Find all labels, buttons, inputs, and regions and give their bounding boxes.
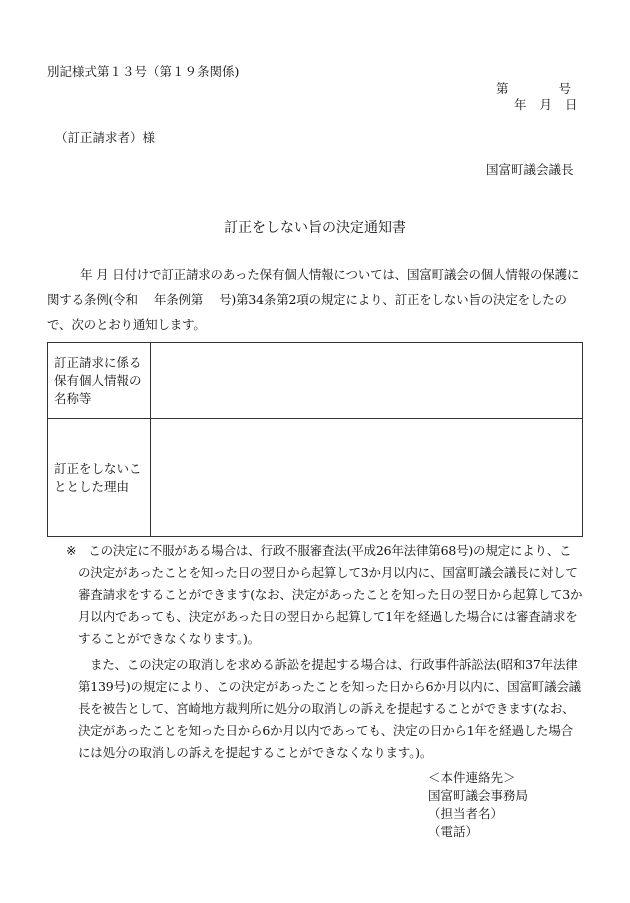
reason-label: 訂正をしないこととした理由 xyxy=(48,419,151,537)
number-prefix: 第 xyxy=(496,81,509,96)
note-mark: ※ xyxy=(66,543,77,558)
contact-block xyxy=(428,769,528,841)
document-date: 年 月 日 xyxy=(514,97,578,112)
addressee: （訂正請求者）様 xyxy=(55,130,156,145)
table-row xyxy=(48,343,583,419)
info-name-value xyxy=(151,343,583,419)
note-appeal xyxy=(66,540,583,650)
contact-office: 国富町議会事務局 xyxy=(428,788,529,803)
body-paragraph: 年 月 日付けで訂正請求のあった保有個人情報については、国富町議会の個人情報の保護に関する条例(令和 年条例第 号)第34条第2項の規定により、訂正をしない旨の決定をしたので、次のとおり通知します。 xyxy=(47,267,580,332)
notes xyxy=(66,540,583,764)
table-row xyxy=(48,419,583,537)
issuer: 国富町議会議長 xyxy=(486,162,574,177)
note-lawsuit: また、この決定の取消しを求める訴訟を提起する場合は、行政事件訴訟法(昭和37年法律第139号)の規定により、この決定があったことを知った日から6か月以内に、国富町議会議長を被告として、宮崎地方裁判所に処分の取消しの訴えを提起することができます(なお、決定があったことを知った日から6か月以内であっても、決定の日から1年を経過した場合には処分の取消しの訴えを提起することができなくなります。)。 xyxy=(78,657,581,760)
form-label: 別記様式第１３号（第１９条関係) xyxy=(47,64,240,79)
contact-heading: ＜本件連絡先＞ xyxy=(428,770,516,785)
document-title: 訂正をしない旨の決定通知書 xyxy=(224,220,406,236)
contact-phone: （電話） xyxy=(428,824,479,839)
contact-person: （担当者名） xyxy=(428,806,504,821)
reason-value xyxy=(151,419,583,537)
info-table xyxy=(47,342,583,537)
info-name-label: 訂正請求に係る保有個人情報の名称等 xyxy=(48,343,151,419)
note-appeal-text: この決定に不服がある場合は、行政不服審査法(平成26年法律第68号)の規定により、この決定があったことを知った日の翌日から起算して3か月以内に、国富町議会議長に対して審査請求をすることができます(なお、決定があったことを知った日の翌日から起算して3か月以内であっても、決定があった日の翌日から起算して1年を経過した場合には審査請求をすることができなくなります。)。 xyxy=(78,543,583,646)
number-suffix: 号 xyxy=(558,81,572,96)
